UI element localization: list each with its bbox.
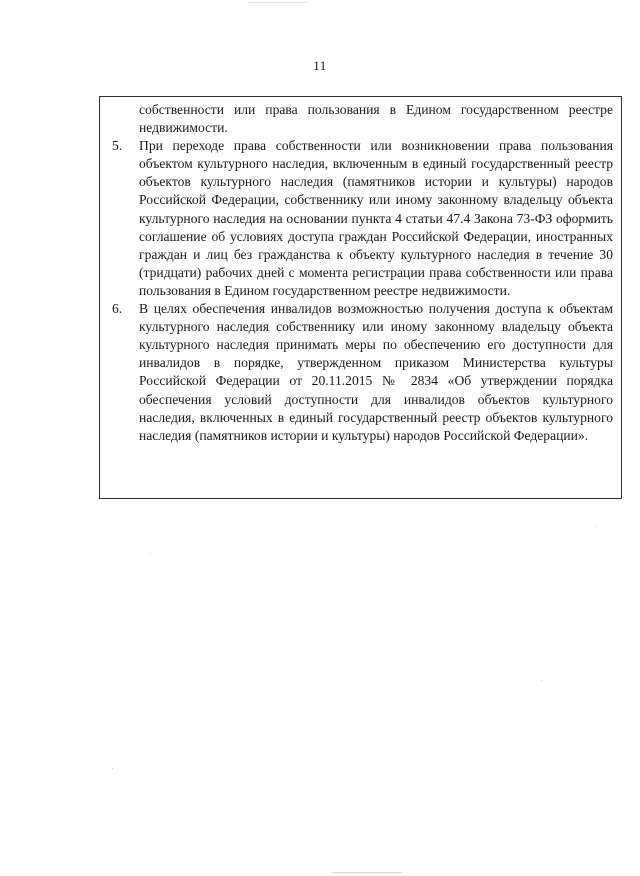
list-item-text: При переходе права собственности или возникновении права пользования объектом культурного наследия, включенным в единый государственный реестр объектов культурного наследия (памятников истории и культуры) народов Российской Федерации, собственнику или иному законному владельцу объекта культурного наследия на основании пункта 4 статьи 47.4 Закона 73-ФЗ оформить соглашение об условиях доступа граждан Российской Федерации, иностранных граждан и лиц без гражданства к объекту культурного наследия в течение 30 (тридцати) рабочих дней с момента регистрации права собственности или права пользования в Едином государственном реестре недвижимости. bbox=[139, 138, 613, 298]
text-frame bbox=[99, 96, 622, 499]
scan-artifact bbox=[541, 680, 542, 681]
list-item-number: 5. bbox=[112, 138, 123, 154]
scan-artifact bbox=[248, 2, 308, 3]
list-item-text: В целях обеспечения инвалидов возможностью получения доступа к объектам культурного наследия собственнику или иному законному владельцу объекта культурного наследия принимать меры по обеспечению его доступности для инвалидов в порядке, утвержденном приказом Министерства культуры Российской Федерации от 20.11.2015 № 2834 «Об утверждении порядка обеспечения условий доступности для инвалидов объектов культурного наследия, включенных в единый государственный реестр объектов культурного наследия (памятников истории и культуры) народов Российской Федерации». bbox=[139, 301, 613, 443]
page-number: 11 bbox=[313, 58, 327, 73]
list-item-5 bbox=[112, 137, 613, 300]
scan-artifact bbox=[112, 768, 113, 769]
scan-artifact bbox=[332, 872, 402, 873]
continuation-paragraph: собственности или права пользования в Едином государственном реестре недвижимости. bbox=[139, 102, 613, 136]
scan-artifact bbox=[596, 526, 597, 527]
list-item-6 bbox=[112, 300, 613, 445]
list-item-number: 6. bbox=[112, 301, 123, 317]
scan-artifact bbox=[150, 553, 151, 554]
